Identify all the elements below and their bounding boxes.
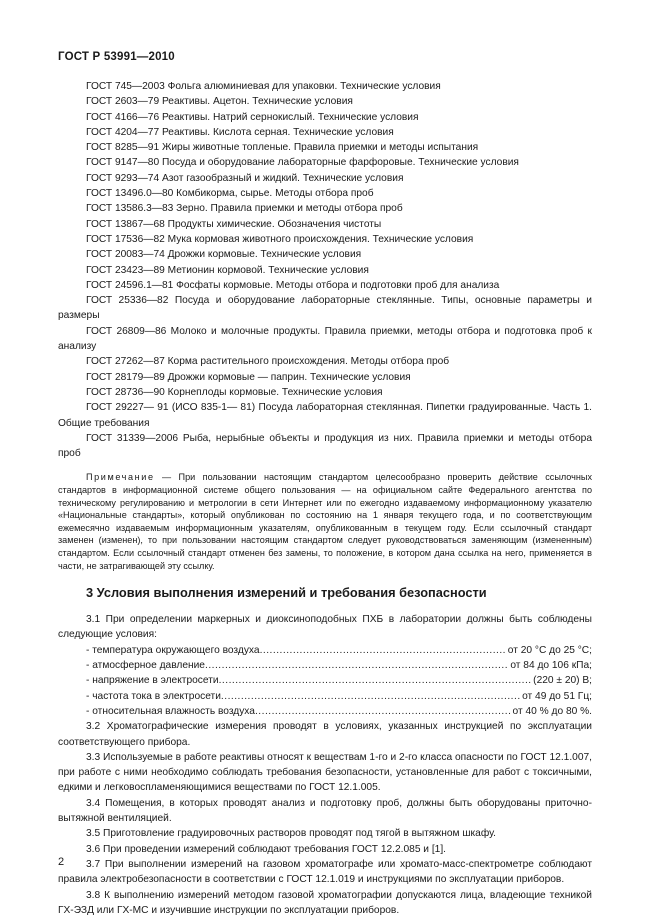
condition-value: (220 ± 20) В; [533, 675, 592, 687]
condition-row [58, 673, 592, 688]
clause-3-3: 3.3 Используемые в работе реактивы относят к веществам 1-го и 2-го класса опасности по ГОСТ 12.1.007, при работе с ними необходимо соблюдать требования безопасности, установленные для работ с токсичными, едкими и легковоспламеняющимися веществами по ГОСТ 12.1.005. [58, 751, 592, 794]
condition-label: - температура окружающего воздуха [86, 644, 260, 656]
condition-row [58, 704, 592, 719]
reference-item: ГОСТ 9293—74 Азот газообразный и жидкий. Технические условия [86, 172, 404, 184]
reference-item: ГОСТ 13867—68 Продукты химические. Обозначения чистоты [86, 218, 382, 230]
reference-item: ГОСТ 25336—82 Посуда и оборудование лабораторные стеклянные. Типы, основные параметры и размеры [58, 295, 592, 322]
reference-item: ГОСТ 28179—89 Дрожжи кормовые — паприн. Технические условия [86, 371, 411, 383]
standard-header: ГОСТ Р 53991—2010 [58, 51, 175, 63]
reference-list [58, 79, 592, 461]
reference-item: ГОСТ 13496.0—80 Комбикорма, сырье. Методы отбора проб [86, 188, 374, 200]
dot-leader [205, 658, 508, 673]
dot-leader [219, 673, 532, 688]
condition-value: от 49 до 51 Гц; [522, 690, 592, 702]
clause-3-2: 3.2 Хроматографические измерения проводят в условиях, указанных инструкцией по эксплуатации соответствующего прибора. [58, 721, 592, 748]
condition-value: от 40 % до 80 %. [512, 705, 592, 717]
condition-label: - относительная влажность воздуха [86, 705, 255, 717]
condition-label: - частота тока в электросети [86, 690, 221, 702]
reference-item: ГОСТ 2603—79 Реактивы. Ацетон. Технические условия [86, 96, 353, 108]
note-text: — При пользовании настоящим стандартом целесообразно проверить действие ссылочных стандартов в информационной системе общего пользования — на официальном сайте Федерального агентства по техническому регулированию и метрологии в сети Интернет или по ежегодно издаваемому информационному указателю «Национальные стандарты», который опубликован по состоянию на 1 января текущего года, и по соответствующим ежемесячно издаваемым информационным указателям, опубликованным в текущем году. Если ссылочный стандарт заменен (изменен), то при пользовании настоящим стандартом следует руководствоваться заменяющим (измененным) стандартом. Если ссылочный стандарт отменен без замены, то положение, в котором дана ссылка на него, применяется в части, не затрагивающей эту ссылку. [58, 472, 592, 571]
condition-label: - атмосферное давление [86, 660, 205, 672]
condition-row [58, 658, 592, 673]
reference-item: ГОСТ 27262—87 Корма растительного происхождения. Методы отбора проб [86, 356, 450, 368]
reference-item: ГОСТ 26809—86 Молоко и молочные продукты. Правила приемки, методы отбора и подготовка проб к анализу [58, 325, 592, 353]
reference-item: ГОСТ 745—2003 Фольга алюминиевая для упаковки. Технические условия [86, 81, 441, 92]
clause-3-5: 3.5 Приготовление градуировочных растворов проводят под тягой в вытяжном шкафу. [86, 828, 497, 840]
reference-item: ГОСТ 29227— 91 (ИСО 835-1— 81) Посуда лабораторная стеклянная. Пипетки градуированные. Часть 1. Общие требования [58, 402, 592, 429]
reference-item: ГОСТ 8285—91 Жиры животные топленые. Правила приемки и методы испытания [86, 142, 479, 154]
reference-item: ГОСТ 13586.3—83 Зерно. Правила приемки и методы отбора проб [86, 203, 403, 215]
condition-value: от 84 до 106 кПа; [510, 660, 592, 672]
clause-3-8: 3.8 К выполнению измерений методом газовой хроматографии допускаются лица, владеющие техникой ГХ-ЭЗД или ГХ-МС и изучившие инструкции по эксплуатации приборов. [58, 889, 592, 916]
clause-3-7: 3.7 При выполнении измерений на газовом хроматографе или хромато-масс-спектрометре соблюдают правила электробезопасности в соответствии с ГОСТ 12.1.019 и инструкциями по эксплуатации приборов. [58, 858, 592, 886]
page-content [58, 79, 592, 918]
note-lead: Примечание [86, 472, 155, 483]
dot-leader [260, 643, 506, 658]
reference-item: ГОСТ 20083—74 Дрожжи кормовые. Технические условия [86, 249, 362, 261]
note-paragraph [58, 471, 592, 572]
clause-3-1: 3.1 При определении маркерных и диоксиноподобных ПХБ в лаборатории должны быть соблюдены следующие условия: [58, 614, 592, 641]
condition-row [58, 643, 592, 658]
reference-item: ГОСТ 4204—77 Реактивы. Кислота серная. Технические условия [86, 126, 394, 138]
reference-item: ГОСТ 24596.1—81 Фосфаты кормовые. Методы отбора и подготовки проб для анализа [86, 279, 500, 291]
page-number: 2 [58, 856, 65, 868]
reference-item: ГОСТ 28736—90 Корнеплоды кормовые. Технические условия [86, 386, 383, 398]
dot-leader [221, 689, 520, 704]
reference-item: ГОСТ 17536—82 Мука кормовая животного происхождения. Технические условия [86, 233, 474, 245]
clause-3-4: 3.4 Помещения, в которых проводят анализ и подготовку проб, должны быть оборудованы приточно-вытяжной вентиляцией. [58, 797, 592, 825]
condition-row [58, 689, 592, 704]
reference-item: ГОСТ 23423—89 Метионин кормовой. Технические условия [86, 264, 369, 276]
reference-item: ГОСТ 31339—2006 Рыба, нерыбные объекты и продукция из них. Правила приемки и методы отбора проб [58, 432, 592, 460]
condition-value: от 20 °С до 25 °С; [507, 644, 592, 656]
condition-label: - напряжение в электросети [86, 675, 219, 687]
reference-item: ГОСТ 4166—76 Реактивы. Натрий сернокислый. Технические условия [86, 111, 419, 123]
conditions-list [58, 643, 592, 719]
clause-3-6: 3.6 При проведении измерений соблюдают требования ГОСТ 12.2.085 и [1]. [86, 843, 446, 855]
section-heading: 3 Условия выполнения измерений и требования безопасности [86, 585, 487, 601]
dot-leader [255, 704, 511, 719]
reference-item: ГОСТ 9147—80 Посуда и оборудование лабораторные фарфоровые. Технические условия [86, 157, 519, 169]
